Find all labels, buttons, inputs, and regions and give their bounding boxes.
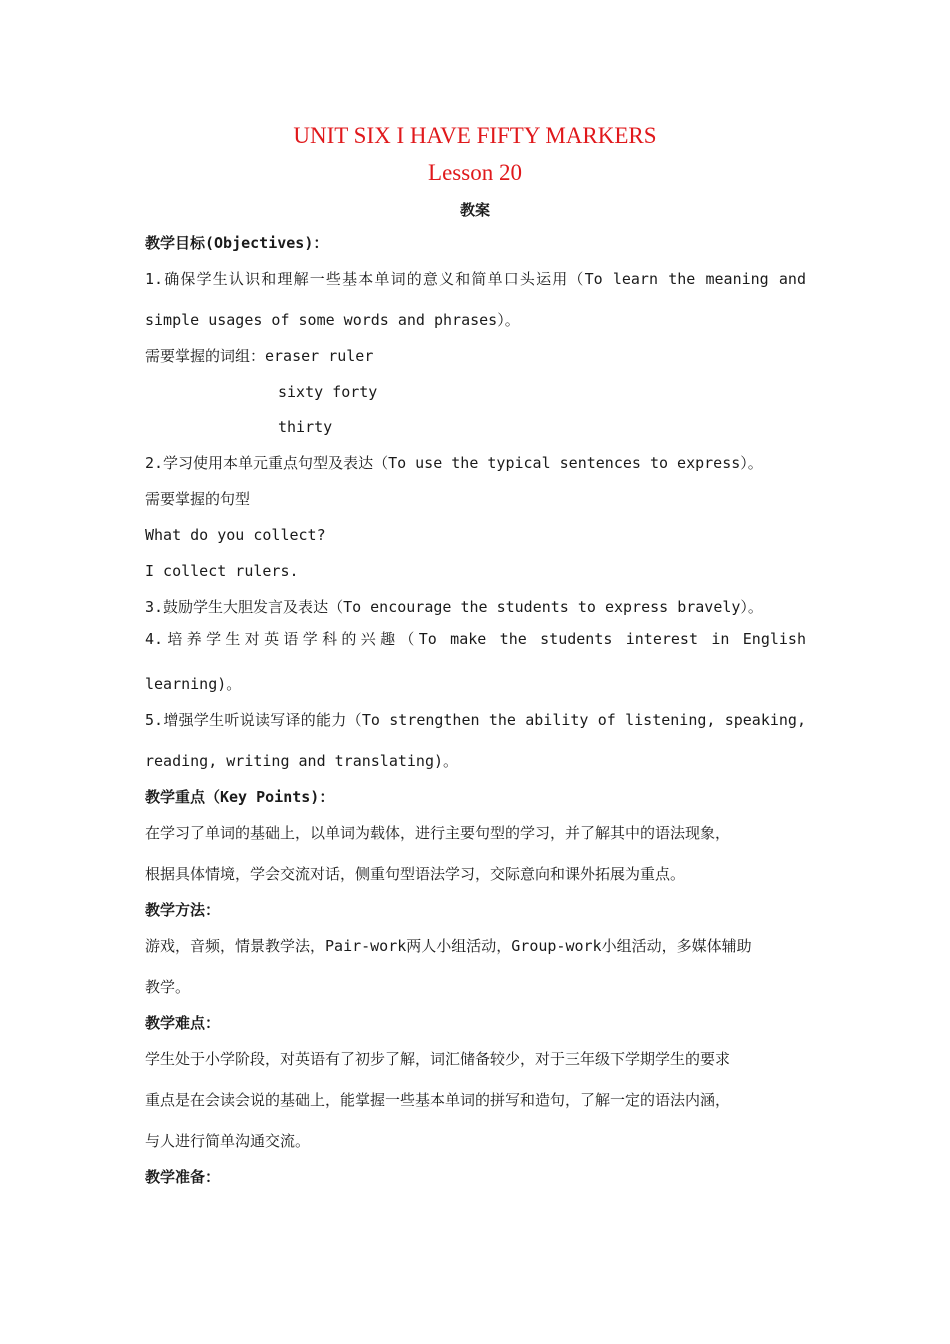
lesson-title: Lesson 20 (428, 160, 522, 185)
sentence-2: I collect rulers. (145, 562, 299, 580)
difficulties-heading: 教学难点： (145, 1014, 221, 1032)
sentence-label: 需要掌握的句型 (145, 490, 251, 508)
objective-1-line-2: simple usages of some words and phrases）。 (145, 311, 520, 329)
preparation-heading: 教学准备： (145, 1168, 221, 1186)
key-points-heading: 教学重点（Key Points)： (145, 788, 335, 806)
document-title: UNIT SIX I HAVE FIFTY MARKERS (293, 123, 657, 148)
difficulties-line-2: 重点是在会读会说的基础上，能掌握一些基本单词的拼写和造句，了解一定的语法内涵， (145, 1091, 731, 1109)
objective-1-line-1: 1.确保学生认识和理解一些基本单词的意义和简单口头运用（To learn the meaning and (145, 270, 806, 288)
key-points-line-2: 根据具体情境，学会交流对话，侧重句型语法学习，交际意向和课外拓展为重点。 (145, 865, 686, 883)
methods-heading: 教学方法： (145, 901, 221, 919)
vocab-line-3: thirty (278, 418, 333, 436)
difficulties-line-1: 学生处于小学阶段，对英语有了初步了解，词汇储备较少，对于三年级下学期学生的要求 (145, 1050, 731, 1068)
vocab-line-2: sixty forty (278, 383, 378, 401)
methods-line-2: 教学。 (145, 978, 191, 996)
objective-4-line-2: learning)。 (145, 675, 242, 693)
sentence-1: What do you collect? (145, 526, 326, 544)
objective-4-line-1: 4.培养学生对英语学科的兴趣（To make the students interest in English (145, 630, 806, 648)
objective-2: 2.学习使用本单元重点句型及表达（To use the typical sentences to express）。 (145, 454, 763, 472)
key-points-line-1: 在学习了单词的基础上，以单词为载体，进行主要句型的学习，并了解其中的语法现象， (145, 824, 731, 842)
objective-5-line-1: 5.增强学生听说读写译的能力（To strengthen the ability of listening, speaking, (145, 711, 806, 729)
objective-5-line-2: reading, writing and translating)。 (145, 752, 459, 770)
methods-line-1: 游戏，音频，情景教学法，Pair-work两人小组活动，Group-work小组活动，多媒体辅助 (145, 937, 752, 955)
vocab-label: 需要掌握的词组：eraser ruler (145, 347, 374, 365)
objectives-heading: 教学目标(Objectives)： (145, 234, 329, 252)
difficulties-line-3: 与人进行简单沟通交流。 (145, 1132, 311, 1150)
document-subtitle: 教案 (459, 201, 490, 219)
objective-3: 3.鼓励学生大胆发言及表达（To encourage the students to express bravely）。 (145, 598, 763, 616)
